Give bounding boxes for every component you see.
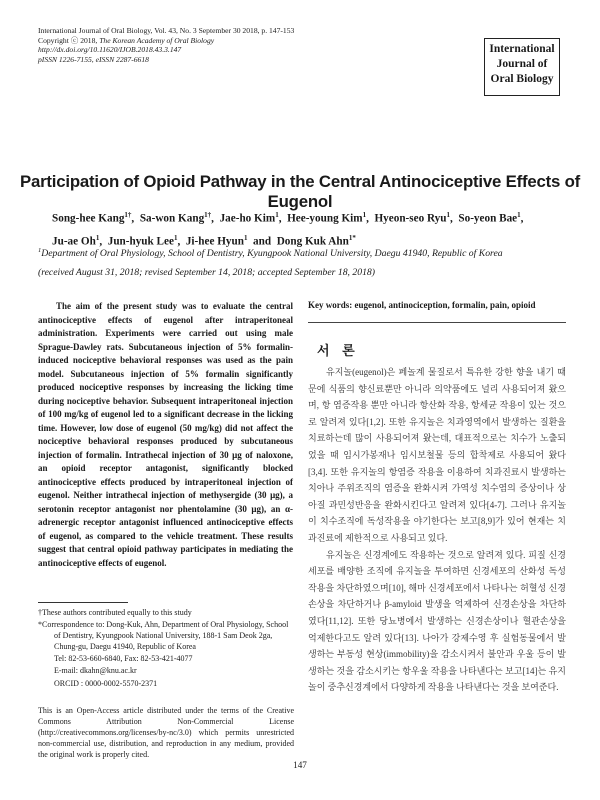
journal-box-line-3: Oral Biology xyxy=(490,73,554,85)
orcid: ORCID : 0000-0002-5570-2371 xyxy=(54,678,158,688)
author-sup: 1* xyxy=(348,233,356,242)
author-line-2: Ju-ae Oh$^1$, Jun-hyuk Lee$^1$, Ji-hee Hyun$^1$ and Dong Kuk Ahn$^{1*}$ xyxy=(52,233,356,248)
page-number: 147 xyxy=(293,760,307,770)
author-name: Song-hee Kang xyxy=(52,212,125,225)
author-sup: 1 xyxy=(517,211,521,219)
author-name: Jae-ho Kim xyxy=(219,212,276,225)
contact-phone: Tel: 82-53-660-6840, Fax: 82-53-421-4077 xyxy=(54,654,193,664)
author-name: Ji-hee Hyun xyxy=(185,235,244,248)
article-title: Participation of Opioid Pathway in the Central Antinociceptive Effects of Eugenol xyxy=(19,172,581,211)
author-name: Ju-ae Oh xyxy=(52,235,96,248)
author-name: Hee-young Kim xyxy=(287,212,363,225)
author-sup: 1 xyxy=(173,233,178,242)
footnote-rule xyxy=(38,602,128,603)
author-name: So-yeon Bae xyxy=(458,212,518,225)
paragraph: 유지놀은 신경계에도 작용하는 것으로 알려져 있다. 피질 신경세포를 배양한 조직에 유지놀을 투여하면 신경세포의 산화성 독성 작용을 차단하였으며[10], 해마 신경세포에서 나타나는 허혈성 신경손상을 차단하거나 β-amyloid 발생을 억제하여 신경손상을 차단하였다[11,12]. 또한 당뇨병에서 발생하는 신경손상이나 혈관손상을 억제한다고도 알려 있다[13]. 나아가 강제수영 후 실험동물에서 발생하는 부동성 현상(immobility)을 감소시켜서 불안과 우울 등이 발생하는 것을 감소시키는 항우울 작용을 나타낸다는 보고[14]는 유지놀이 중추신경계에서 다양하게 작용을 나타낸다는 것을 보여준다. xyxy=(308,549,566,693)
author-list xyxy=(52,206,562,251)
paragraph: 유지놀(eugenol)은 페놀계 물질로서 특유한 강한 향을 내기 때문에 식품의 향신료뿐만 아니라 의약품에도 널리 사용되어져 왔으며, 항 염증작용 뿐만 아니라 항산화 작용, 항세균 작용이 있는 것으로 알려져 있다[1,2]. 또한 유지놀은 치과영역에서 발생하는 질환을 치료하는데 많이 사용되어져 왔는데, 대표적으로는 치수가 노출되었을 때 임시가봉재나 임시보철물 등의 합착제로 사용되어 왔다[3,4]. 또한 유지놀의 항염증 작용을 이용하여 치과진료시 발생하는 치아나 주위조직의 염증을 완화시켜 가역성 치수염의 증상이나 상아질 과민성반응을 완화시킨다고 알려져 있다[4-7]. 그러나 유지놀이 치수조직에 독성작용을 야기한다는 보고[8,9]가 있어 현재는 치과진료에 제한적으로 사용되고 있다. xyxy=(308,367,566,543)
keywords: Key words: eugenol, antinociception, formalin, pain, opioid xyxy=(308,300,536,310)
author-and: and xyxy=(253,235,272,248)
equal-contribution-note: †These authors contributed equally to this study xyxy=(38,608,192,617)
author-sup: 1 xyxy=(243,233,248,242)
affiliation-sup: 1 xyxy=(38,247,42,254)
author-sup: 1† xyxy=(124,211,132,219)
author-sup: 1 xyxy=(95,233,100,242)
author-name: Dong Kuk Ahn xyxy=(276,235,349,248)
doi-line[interactable]: http://dx.doi.org/10.11620/IJOB.2018.43.3.147 xyxy=(38,45,182,55)
journal-box-line-1: International xyxy=(489,43,555,55)
journal-logo-box xyxy=(484,38,560,96)
author-sup: 1 xyxy=(275,211,279,219)
submission-dates: (received August 31, 2018; revised September 14, 2018; accepted September 18, 2018) xyxy=(38,267,375,278)
author-sup: 1 xyxy=(362,211,367,219)
abstract: The aim of the present study was to evaluate the central antinociceptive effects of eugenol after intraperitoneal administration. Experiments were carried out using male Sprague-Dawley rats. Subcutaneous injection of 5% formalin-induced nociceptive behavioral responses was used as the pain model. Subcutaneous injection of 5% formalin significantly produced nociceptive responses by increasing the licking time during nociceptive behavior. Subsequent intraperitoneal injection of 100 mg/kg of eugenol led to a significant decrease in the licking time. However, low dose of eugenol (50 mg/kg) did not affect the nociceptive behavioral responses produced by subcutaneous injection of formalin. Intrathecal injection of 30 μg of naloxone, an opioid receptor antagonist, significantly blocked antinociceptive effects produced by intraperitoneal injection of eugenol. Neither intrathecal injection of methysergide (30 μg), a serotonin receptor antagonist nor phentolamine (30 μg), an α-adrenergic receptor antagonist influenced antinociceptive effects of eugenol, as compared to the vehicle treatment. These results suggest that central opioid pathway participates in mediating the antinociceptive effects of eugenol. xyxy=(38,301,293,568)
author-name: Jun-hyuk Lee xyxy=(107,235,174,248)
affiliation-text: Department of Oral Physiology, School of Dentistry, Kyungpook National University, Daegu 41940, Republic of Korea xyxy=(41,248,503,260)
journal-box-line-2: Journal of xyxy=(496,58,548,70)
author-sup: 1† xyxy=(204,211,212,219)
affiliation xyxy=(38,247,568,259)
section-title-introduction: 서 론 xyxy=(317,344,359,359)
author-line-1: Song-hee Kang$^{1\dagger}$, Sa-won Kang$^{1\dagger}$, Jae-ho Kim$^1$, Hee-young Kim$^1$, Hyeon-seo Ryu$^1$, So-yeon Bae$^1$, xyxy=(52,211,524,225)
correspondence-note: *Correspondence to: Dong-Kuk, Ahn, Department of Oral Physiology, School of Dentistry, Kyungpook National University, 188-1 Sam Deok 2ga, Chung-gu, Daegu 41940, Republic of Korea xyxy=(38,620,289,652)
citation-line: International Journal of Oral Biology, Vol. 43, No. 3 September 30 2018, p. 147-153 xyxy=(38,26,295,35)
introduction-body xyxy=(308,364,566,696)
contact-email[interactable]: E-mail: dkahn@knu.ac.kr xyxy=(54,666,137,676)
license-statement: This is an Open-Access article distributed under the terms of the Creative Commons Attribution Non-Commercial License (http://creativecommons.org/licenses/by-nc/3.0) which permits unrestricted non-commercial use, distribution, and reproduction in any medium, provided the original work is properly cited. xyxy=(38,706,294,760)
author-sup: 1 xyxy=(446,211,450,219)
copyright-line: Copyright ⓒ 2018, The Korean Academy of Oral Biology xyxy=(38,35,215,45)
keywords-divider xyxy=(308,322,566,323)
issn-line: pISSN 1226-7155, eISSN 2287-6618 xyxy=(38,54,149,64)
author-name: Hyeon-seo Ryu xyxy=(374,212,447,225)
author-name: Sa-won Kang xyxy=(139,212,205,225)
journal-header xyxy=(38,26,458,64)
footnotes xyxy=(38,602,294,690)
